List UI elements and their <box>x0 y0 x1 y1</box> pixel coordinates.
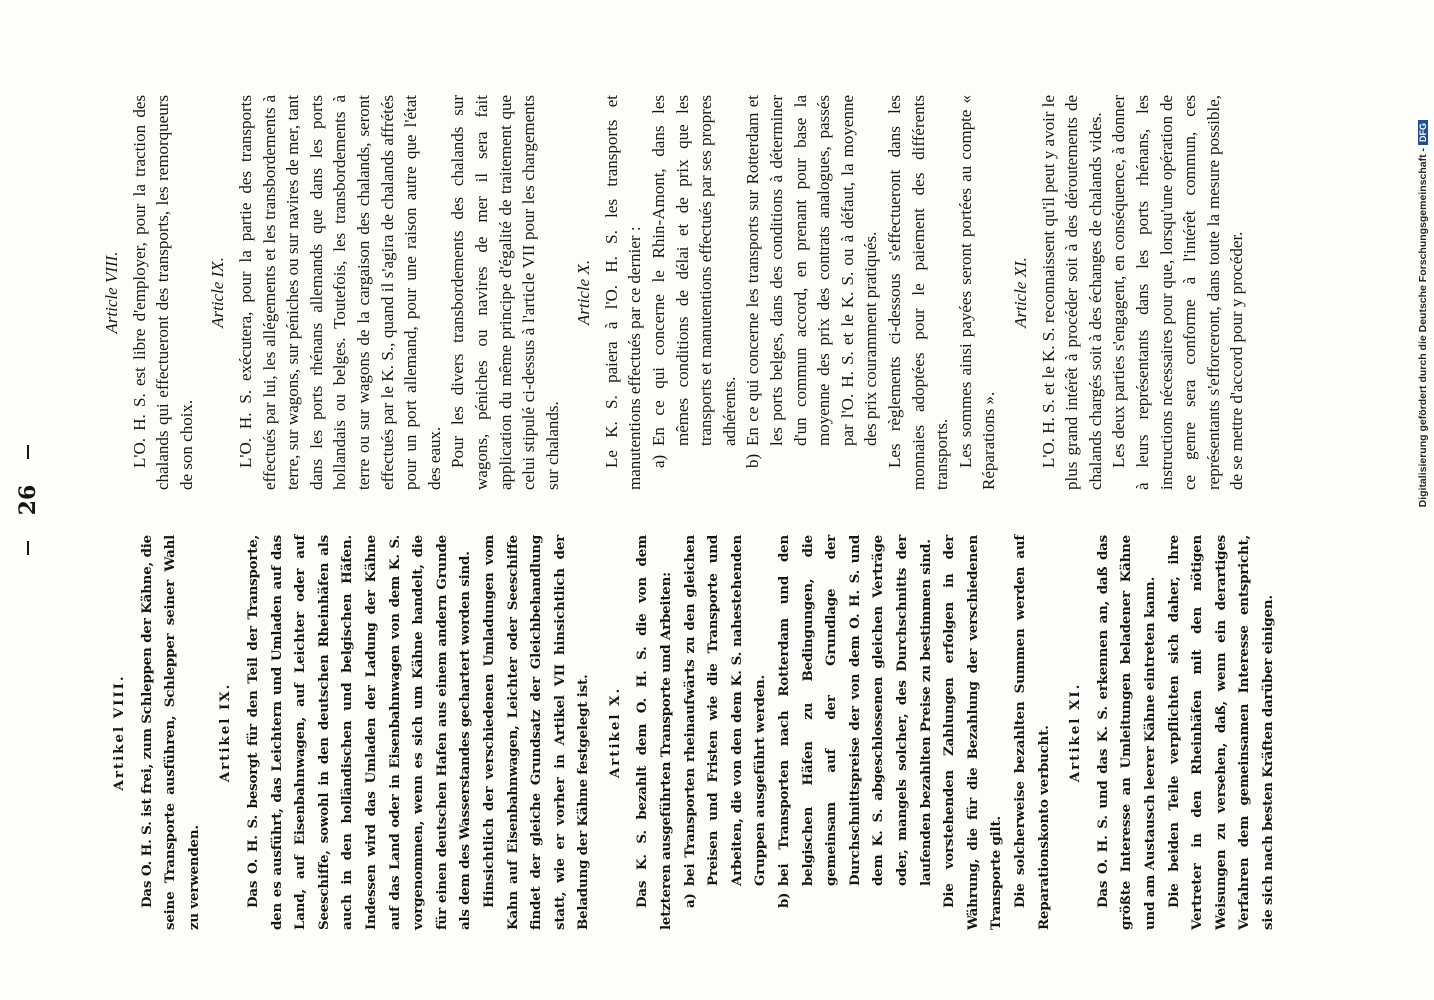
de-item-b-label: b) <box>776 892 793 908</box>
fr-article-10-item-b <box>741 95 883 468</box>
dfg-logo: DFG <box>1418 120 1428 145</box>
fr-article-10-paragraph-1: Le K. S. paiera à l'O. H. S. les transports et manutentions effectués par ce dernier : <box>601 95 645 490</box>
de-article-8-title: Artikel VIII. <box>111 674 127 791</box>
de-article-10-item-b <box>773 535 938 908</box>
de-article-8-paragraph: Das O. H. S. ist frei, zum Schleppen der Kähne, die seine Transporte ausführen, Schlepper seiner Wahl zu verwenden. <box>138 535 202 930</box>
fr-item-a-label: a) <box>649 454 669 468</box>
fr-article-8-title: Article VIII. <box>102 251 121 334</box>
german-column <box>100 535 1350 930</box>
de-article-10-title: Artikel X. <box>606 686 623 779</box>
fr-article-10-paragraph-3: Les sommes ainsi payées seront portées au compte « Réparations ». <box>955 95 999 490</box>
de-article-11-title: Artikel XI. <box>1067 682 1084 783</box>
fr-article-10-title: Article X. <box>574 259 594 326</box>
fr-article-9-title: Article IX. <box>208 257 228 328</box>
de-article-11-paragraph-1: Das O. H. S. und das K. S. erkennen an, daß das größte Interesse an Umleitungen beladener Kähne und am Austausch leerer Kähne eintreten kann. <box>1094 535 1158 930</box>
de-item-a-text: bei Transporten rheinaufwärts zu den gleichen Preisen und Fristen wie die Transporte und Arbeiten, die von den dem K. S. nahestehenden Gruppen ausgeführt werden. <box>681 535 769 886</box>
fr-item-a-text: En ce qui concerne le Rhin-Amont, dans les mêmes conditions de délai et de prix que les transports et manutentions effectués par ses propres adhérents. <box>649 95 739 446</box>
fr-article-10-paragraph-2: Les règlements ci-dessous s'effectueront dans les monnaies adoptées pour le paiement des différents transports. <box>885 95 952 490</box>
de-article-11-paragraph-2: Die beiden Teile verpflichten sich daher, ihre Vertreter in den Rheinhäfen mit den nötigen Weisungen zu versehen, daß, wenn ein derartiges Verfahren dem gemeinsamen Interesse entspricht, sie sich nach besten Kräften darüber einigen. <box>1165 535 1276 930</box>
digitization-credit <box>1417 120 1431 880</box>
french-column <box>100 95 1350 490</box>
de-article-9-paragraph-1: Das O. H. S. besorgt für den Teil der Transporte, den es ausführt, das Leichtern und Umladen auf das Land, auf Eisenbahnwagen, auf Leichter oder auf Seeschiffe, sowohl in den deutschen Rheinhäfen als auch in den holländischen und belgischen Häfen. Indessen wird das Umladen der Ladung der Kähne auf das Land oder in Eisenbahnwagen von dem K. S. vorgenommen, wenn es sich um Kähne handelt, die für einen deutschen Hafen aus einem andern Grunde als dem des Wasserstandes gechartert worden sind. <box>244 535 474 930</box>
de-article-10-item-a <box>679 535 773 908</box>
fr-article-11-title: Article XI. <box>1010 257 1030 328</box>
credit-text: Digitalisierung gefördert durch die Deutsche Forschungsgemeinschaft - <box>1417 148 1429 508</box>
fr-item-b-label: b) <box>743 453 763 468</box>
dash-left <box>27 541 29 555</box>
de-article-9-title: Artikel IX. <box>217 682 234 783</box>
de-item-a-label: a) <box>681 893 698 908</box>
fr-article-10-item-a <box>647 95 741 468</box>
page-number: 26 <box>15 484 41 516</box>
de-article-10-paragraph-1: Das K. S. bezahlt dem O. H. S. die von dem letzteren ausgeführten Transporte und Arbeiten: <box>634 535 675 930</box>
dash-right <box>27 445 29 459</box>
fr-article-11-paragraph-1: L'O. H. S. et le K. S. reconnaissent qu'il peut y avoir le plus grand intérêt à procéder soit à des déroutements de chalands chargés soit à des échanges de chalands vides. <box>1038 95 1105 490</box>
page-number-header <box>8 30 48 970</box>
rotated-page-content <box>0 30 1434 970</box>
de-article-9-paragraph-2: Hinsichtlich der verschiedenen Umladungen vom Kahn auf Eisenbahnwagen, Leichter oder Seeschiffe findet der gleiche Grundsatz der Gleichbehandlung statt, wie er vorher in Artikel VII hinsichtlich der Beladung der Kähne festgelegt ist. <box>480 535 592 930</box>
de-article-10-paragraph-2: Die vorstehenden Zahlungen erfolgen in der Währung, die für die Bezahlung der verschiedenen Transporte gilt. <box>941 535 1005 930</box>
de-item-b-text: bei Transporten nach Rotterdam und den belgischen Häfen zu Bedingungen, die gemeinsam auf der Grundlage der Durchschnittspreise der von dem O. H. S. und dem K. S. abgeschlossenen gleichen Verträge oder, mangels solcher, des Durchschnitts der laufenden bezahlten Preise zu bestimmen sind. <box>776 535 934 886</box>
de-article-10-paragraph-3: Die solcherweise bezahlten Summen werden auf Reparationskonto verbucht. <box>1011 535 1052 930</box>
fr-article-9-paragraph-2: Pour les divers transbordements des chalands sur wagons, péniches ou navires de mer il sera fait application du même principe d'égalité de traitement que celui stipulé ci-dessus à l'article VII pour les chargements sur chalands. <box>448 95 562 490</box>
fr-article-9-paragraph-1: L'O. H. S. exécutera, pour la partie des transports effectués par lui, les allégements et les transbordements à terre, sur wagons, sur péniches ou sur navires de mer, tant dans les ports rhénans allemands que dans les ports hollandais ou belges. Toutefois, les transbordements à terre ou sur wagons de la cargaison des chalands, seront effectués par le K. S., quand il s'agira de chalands affrétés pour un port allemand, pour une raison autre que l'état des eaux. <box>235 95 444 490</box>
fr-article-11-paragraph-2: Les deux parties s'engagent, en conséquence, à donner à leurs représentants dans les ports rhénans, les instructions nécessaires pour que, lorsqu'une opération de ce genre sera conforme à l'intérêt commun, ces représentants s'efforceront, dans toute la mesure possible, de se mettre d'accord pour y procéder. <box>1109 95 1247 490</box>
fr-article-8-paragraph: L'O. H. S. est libre d'employer, pour la traction des chalands qui effectueront des transports, les remorqueurs de son choix. <box>129 95 196 490</box>
fr-item-b-text: En ce qui concerne les transports sur Rotterdam et les ports belges, dans des conditions à déterminer d'un commun accord, en prenant pour base la moyenne des prix des contrats analogues, passés par l'O. H. S. et le K. S. ou à défaut, la moyenne des prix couramment pratiqués. <box>743 95 881 446</box>
